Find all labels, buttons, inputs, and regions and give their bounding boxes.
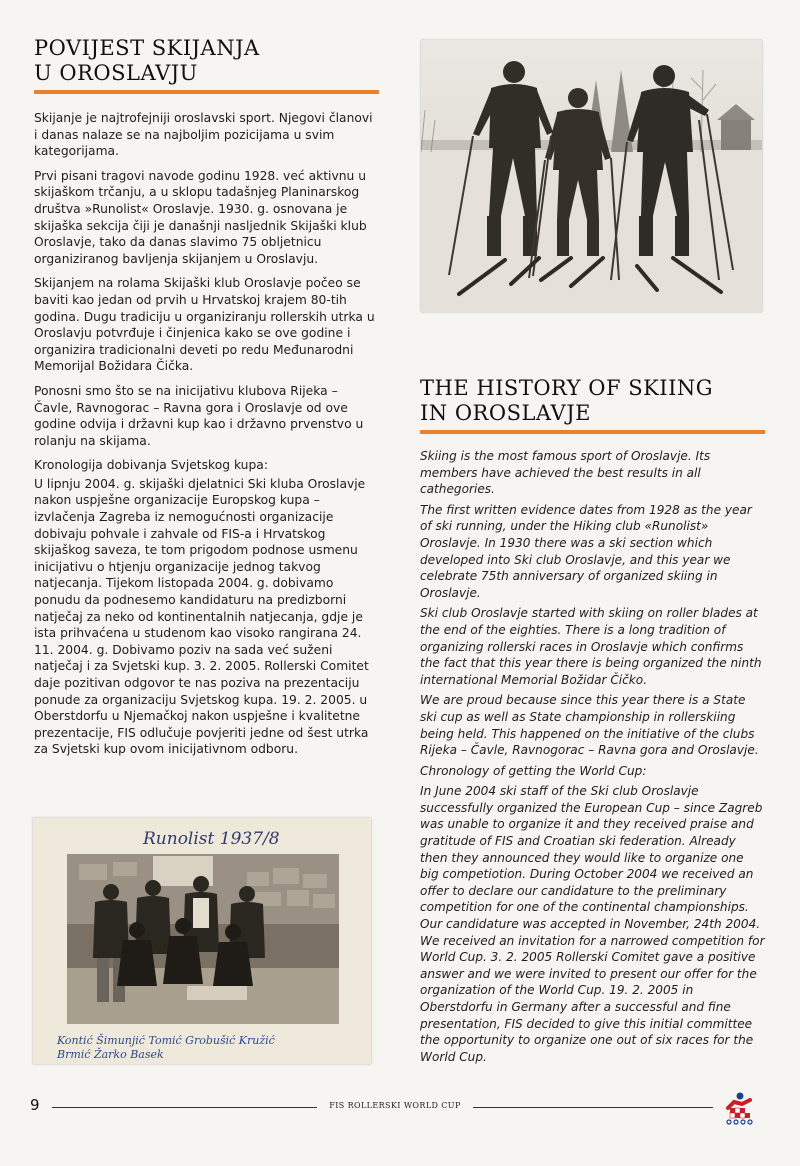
- footer-line-left: [52, 1107, 317, 1108]
- skiers-photo-illustration: [421, 40, 762, 312]
- group-inscription-line2: Brmić Žarko Basek: [57, 1048, 164, 1061]
- group-inscription-top: Runolist 1937/8: [143, 829, 280, 849]
- croatian-title-line1: POVIJEST SKIJANJA: [34, 36, 260, 60]
- page-footer: [30, 1096, 770, 1120]
- skier-logo-icon: [720, 1090, 756, 1126]
- english-paragraph: Skiing is the most famous sport of Oroslavje. Its members have achieved the best results in all cathegories.: [420, 449, 711, 497]
- group-inscription-line1: Kontić Šimunjić Tomić Grobušić Kružić: [57, 1034, 275, 1047]
- english-section: [420, 376, 765, 1069]
- english-title: [420, 376, 765, 426]
- english-paragraph: Ski club Oroslavje started with skiing on roller blades at the end of the eighties. There is a long tradition of organizing rollerski races in Oroslavje which confirms the fact that this year there is being organized the ninth international Memorial Božidar Čičko.: [420, 606, 762, 687]
- group-photo-illustration: [33, 818, 371, 1064]
- croatian-paragraph: U lipnju 2004. g. skijaški djelatnici Ski kluba Oroslavje nakon uspješne organizacije Europskog kupa – izvlačenja Zagreba iz nemogućnosti organizacije dobivaju pohvale i zahvale od FIS-a i Hrvatskog skijaškog saveza, te tom prigodom podnose usmenu inicijativu o htjenju organizacije jednog takvog natjecanja. Tijekom listopada 2004. g. dobivamo ponudu da podnesemo kandidaturu na predizborni natječaj za neko od kontinentalnih natjecanja, gdje je ista prihvaćena u studenom kao visoko rangirana 24. 11. 2004. g. Dobivamo poziv na sada već suženi natječaj i za Svjetski kup. 3. 2. 2005. Rollerski Comitet daje pozitivan odgovor te nas poziva na prezentaciju ponude za organizaciju Svjetskog kupa. 19. 2. 2005. u Oberstdorfu u Njemačkoj nakon uspješne i kvalitetne prezentacije, FIS odlučuje povjeriti jedne od šest utrka za Svjetski kup ovom inicijativnom odboru.: [34, 476, 369, 757]
- english-body: [420, 448, 765, 1065]
- croatian-body: [34, 110, 379, 758]
- croatian-paragraph: Skijanjem na rolama Skijaški klub Oroslavje počeo se baviti kao jedan od prvih u Hrvatskoj krajem 80-tih godina. Dugu tradiciju u organiziranju rollerskih utrka u Oroslavju potvrđuje i činjenica kako se ove godine i organizira tradicionalni deveti po redu Međunarodni Memorijal Božidara Čička.: [34, 276, 375, 374]
- english-title-rule: [420, 430, 765, 434]
- english-paragraph: We are proud because since this year there is a State ski cup as well as State championship in rollerskiing being held. This happened on the initiative of the clubs Rijeka – Čavle, Ravnogorac – Ravna gora and Oroslavje.: [420, 693, 759, 758]
- english-paragraph: Chronology of getting the World Cup:: [420, 763, 647, 778]
- english-paragraph: In June 2004 ski staff of the Ski club Oroslavje successfully organized the European Cup – since Zagreb was unable to organize it and they received praise and gratitude of FIS and Croatian ski federation. Already then they announced they would like to organize one big competiotion. During October 2004 we received an offer to declare our candidature to the preliminary competition for one of the continental championships. Our candidature was accepted in November, 24th 2004. We received an invitation for a narrowed competition for World Cup. 3. 2. 2005 Rollerski Comitet gave a positive answer and we were invited to present our offer for the organization of the World Cup. 19. 2. 2005 in Oberstdorfu in Germany after a successful and fine presentation, FIS decided to give this initial committee the opportunity to organize one out of six races for the World Cup.: [420, 784, 765, 1064]
- croatian-section: [34, 36, 379, 766]
- croatian-title-rule: [34, 90, 379, 94]
- croatian-paragraph: Ponosni smo što se na inicijativu klubova Rijeka – Čavle, Ravnogorac – Ravna gora i Oroslavje od ove godine odvija i državni kup kao i državno prvenstvo u rolanju na skijama.: [34, 383, 364, 448]
- footer-title: FIS ROLLERSKI WORLD CUP: [329, 1101, 461, 1110]
- photo-group-runolist: [33, 818, 371, 1064]
- photo-three-skiers: [421, 40, 762, 312]
- croatian-title-line2: U OROSLAVJU: [34, 61, 198, 85]
- croatian-paragraph: Prvi pisani tragovi navode godinu 1928. već aktivnu u skijaškom trčanju, a u sklopu tadašnjeg Planinarskog društva »Runolist« Oroslavje. 1930. g. osnovana je skijaška sekcija čiji je današnji nasljednik Skijaški klub Oroslavje, tako da danas slavimo 75 obljetnicu organiziranog bavljenja skijanjem u Oroslavju.: [34, 168, 367, 266]
- croatian-paragraph: Skijanje je najtrofejniji oroslavski sport. Njegovi članovi i danas nalaze se na najboljim pozicijama u svim kategorijama.: [34, 111, 373, 159]
- english-title-line1: THE HISTORY OF SKIING: [420, 376, 714, 400]
- english-paragraph: The first written evidence dates from 1928 as the year of ski running, under the Hiking club «Runolist» Oroslavje. In 1930 there was a ski section which developed into Ski club Oroslavje, and this year we celebrate 75th anniversary of organized skiing in Oroslavje.: [420, 502, 752, 600]
- footer-line-right: [473, 1107, 713, 1108]
- page-number: 9: [30, 1096, 40, 1114]
- croatian-title: [34, 36, 379, 86]
- english-title-line2: IN OROSLAVJE: [420, 401, 591, 425]
- croatian-paragraph: Kronologija dobivanja Svjetskog kupa:: [34, 458, 268, 473]
